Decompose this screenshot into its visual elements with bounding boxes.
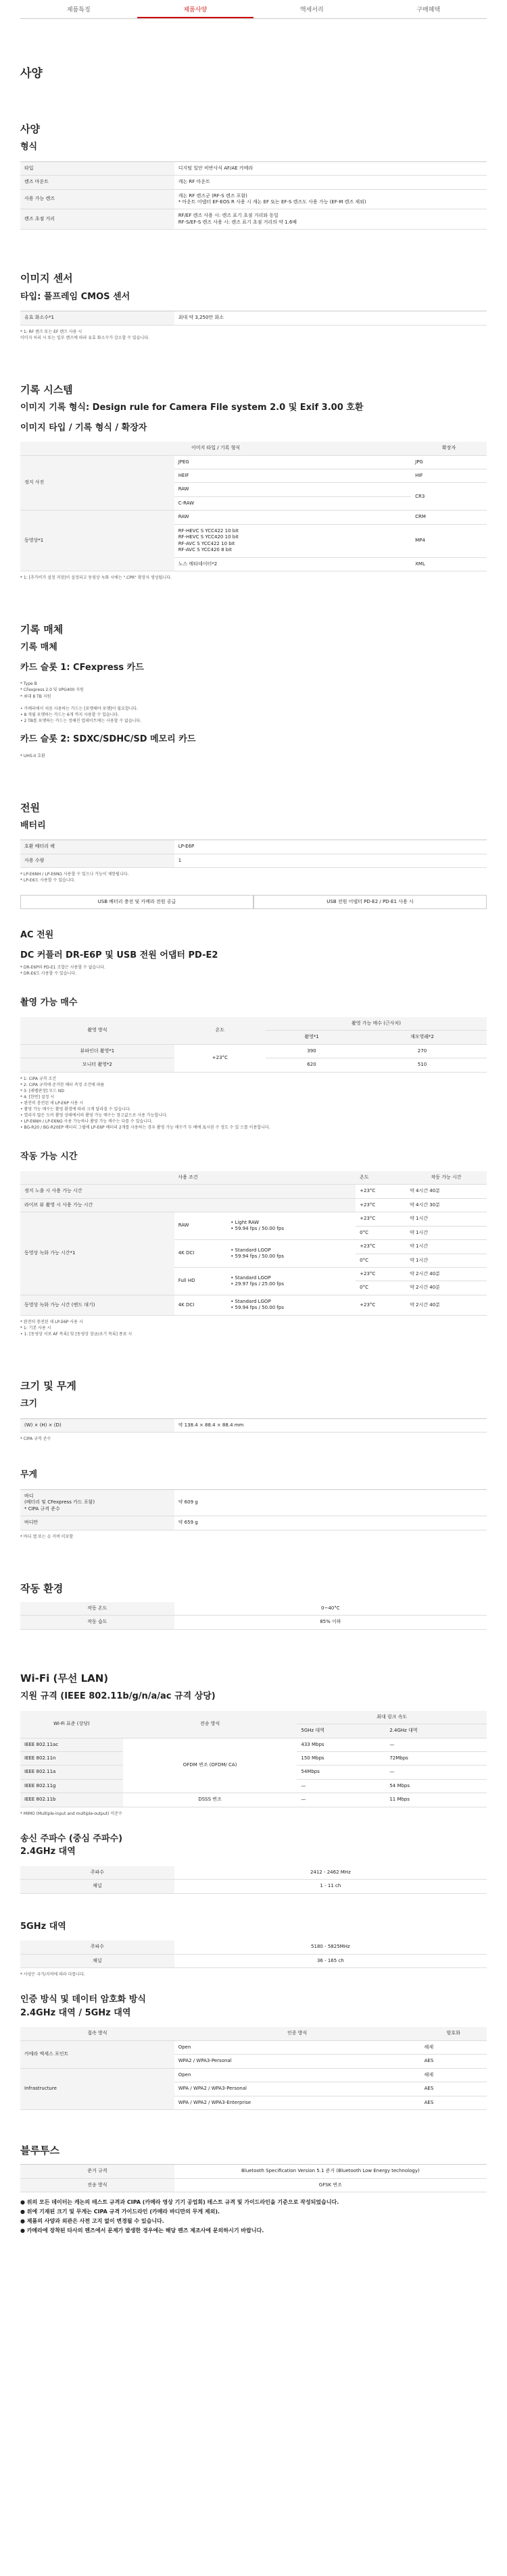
tab-features[interactable]: 제품특징 (66, 7, 91, 14)
type-title: 형식 (20, 142, 38, 153)
battery-notes (20, 872, 487, 883)
note-line: * 4: [한번] 설정 시 (20, 1094, 55, 1100)
enc-cell: 해제 (420, 2068, 487, 2082)
shots-table (20, 1017, 487, 1073)
note-line: * 최대 8 TB 지원 (20, 694, 51, 699)
speed-cell: 150 Mbps (297, 1751, 385, 1765)
optime-notes (20, 1320, 487, 1337)
row-value: 5180 - 5825MHz (174, 1940, 487, 1954)
row-value: 약 138.4 × 88.4 × 88.4 mm (174, 1419, 487, 1433)
shots-title: 촬영 가능 매수 (20, 998, 78, 1008)
speed-cell: 433 Mbps (297, 1738, 385, 1751)
wifi-subtitle: 지원 규격 (IEEE 802.11b/g/n/a/ac 규격 상당) (20, 1691, 216, 1702)
row-label: 라이브 뷰 촬영 시 사용 가능 시간 (20, 1198, 356, 1212)
wifi-notes (20, 1811, 487, 1817)
auth-cell: WPA / WPA2 / WPA3-Personal (174, 2082, 420, 2096)
row-label: 렌즈 마운트 (20, 176, 174, 189)
row-label: Infrastructure (20, 2068, 174, 2109)
enc-cell: AES (420, 2082, 487, 2096)
optime-table (20, 1171, 487, 1316)
table-row (20, 1616, 487, 1629)
table-row (20, 162, 487, 176)
table-row (20, 1793, 487, 1807)
battery-table (20, 840, 487, 868)
table-row (20, 1044, 487, 1058)
card2-notes (20, 754, 487, 759)
row-label: 사용 가능 렌즈 (20, 189, 174, 209)
speed-cell: 11 Mbps (385, 1793, 487, 1807)
note-line: * 1: 기본 사용 시 (20, 1325, 51, 1331)
row-label: 전송 방식 (20, 2178, 174, 2192)
row-label: 바디만 (20, 1516, 174, 1530)
table-row (20, 209, 487, 230)
card2-title: 카드 슬롯 2: SDXC/SDHC/SD 메모리 카드 (20, 734, 196, 745)
table-row (20, 1212, 487, 1226)
ext-cell: JPG (411, 455, 487, 469)
media-title: 기록 매체 (20, 623, 64, 636)
footnotes (20, 2199, 487, 2234)
auth-subtitle: 2.4GHz 대역 / 5GHz 대역 (20, 2007, 131, 2018)
row-value: 약 609 g (174, 1490, 487, 1516)
note-line: * CFexpress 2.0 및 VPG400 지원 (20, 688, 84, 693)
table-row (20, 1295, 487, 1315)
format-cell: RAW (174, 483, 411, 496)
temp-cell: +23°C (356, 1268, 406, 1281)
note-line: • 카메라에서 처음 사용하는 카드는 [포맷해야 포맷]이 필요합니다. (20, 706, 139, 711)
enc-cell: 해제 (420, 2040, 487, 2054)
bt-table (20, 2165, 487, 2192)
tab-accessories[interactable]: 액세서리 (299, 7, 324, 14)
time-cell: 약 2시간 40분 (406, 1281, 487, 1295)
header-cell: 재모영래*2 (358, 1031, 487, 1044)
format-cell: 노스 메타데이터*2 (174, 557, 411, 571)
weight-title: 무게 (20, 1470, 38, 1480)
temp-cell: +23°C (356, 1295, 406, 1315)
header-cell: 촬영 방식 (20, 1017, 174, 1044)
format-desc: • Standard LGOP • 59.94 fps / 50.00 fps (226, 1240, 356, 1268)
time-cell: 약 4시간 40분 (406, 1185, 487, 1198)
recording-notes (20, 575, 487, 581)
temp-cell: 0°C (356, 1254, 406, 1267)
size-title: 크기 및 무게 (20, 1380, 76, 1393)
row-label: 렌즈 초점 거리 (20, 209, 174, 230)
row-label: 동영상 녹화 가능 시간*1 (20, 1212, 174, 1295)
header-cell: 확장자 (411, 442, 487, 455)
temp-cell: +23°C (356, 1185, 406, 1198)
sensor-subtitle: 타입: 풀프레임 CMOS 센서 (20, 291, 130, 302)
header-cell: 온도 (356, 1171, 406, 1185)
auth-cell: Open (174, 2068, 420, 2082)
modulation-cell: OFDM 변조 (OFDM/ CA) (123, 1738, 297, 1793)
row-label: IEEE 802.11a (20, 1766, 123, 1779)
recording-table (20, 442, 487, 571)
table-row (20, 1419, 487, 1433)
table-row (20, 1198, 487, 1212)
ac-notes (20, 965, 487, 977)
table-row (20, 455, 487, 469)
battery-title: 배터리 (20, 820, 46, 831)
speed-cell: 72Mbps (385, 1751, 487, 1765)
row-value: 최대 약 3,250만 화소 (174, 311, 487, 325)
note-line: * MIMO (Multiple-input and multiple-output) 미준수 (20, 1811, 122, 1816)
row-value: 2412 - 2462 MHz (174, 1866, 487, 1880)
note-line: * 사양은 국가/지역에 따라 다릅니다. (20, 1972, 85, 1978)
recording-subtitle: 이미지 기록 형식: Design rule for Camera File system 2.0 및 Exif 3.00 호환 (20, 403, 364, 413)
header-cell: 전송 방식 (123, 1711, 297, 1738)
card1-notes (20, 681, 487, 724)
weight-table (20, 1490, 487, 1530)
time-cell: 약 1시간 (406, 1254, 487, 1267)
note-line: ● 카메라에 장착된 타사의 렌즈에서 문제가 발생한 경우에는 해당 렌즈 제조사에 문의하시기 바랍니다. (20, 2227, 264, 2234)
ext-cell: XML (411, 557, 487, 571)
note-line: ● 위에 기재된 크기 및 무게는 CIPA 규격 가이드라인 (카메라 바디만의 무게 제외). (20, 2208, 220, 2215)
note-line: * 완전히 충전된 새 LP-E6P 사용 시 (20, 1319, 83, 1324)
note-line: ● 위의 모든 데이터는 캐논의 테스트 규격과 CIPA (카메라 영상 기기 공업회) 테스트 규격 및 가이드라인을 기준으로 작성되었습니다. (20, 2199, 339, 2206)
note-line: • 완전히 충전된 새 LP-E6P 사용 시 (20, 1100, 84, 1106)
page-title: 사양 (20, 67, 43, 80)
header-cell: 최대 링크 속도 (297, 1711, 487, 1724)
tab-specs[interactable]: 제품사양 (137, 0, 254, 18)
header-cell: 접속 방식 (20, 2027, 174, 2040)
note-line: • 촬영 가능 매수는 촬영 환경에 따라 크게 달라질 수 있습니다. (20, 1107, 131, 1112)
table-row (20, 1866, 487, 1880)
auth-cell: Open (174, 2040, 420, 2054)
ext-cell: MP4 (411, 524, 487, 557)
temp-cell: +23°C (356, 1240, 406, 1254)
table-header (20, 1171, 487, 1185)
band5-notes (20, 1972, 487, 1978)
format-label: RAW (174, 1212, 227, 1240)
note-line: * DR-E6도 사용할 수 있습니다. (20, 971, 77, 977)
note-line: * 바디 캡 또는 슈 커버 미포함 (20, 1534, 74, 1539)
value-cell: 390 (266, 1044, 358, 1058)
row-label: IEEE 802.11b (20, 1793, 123, 1807)
header-cell: 촬영 가능 매수 (근사치) (266, 1017, 487, 1031)
ext-cell: HIF (411, 469, 487, 483)
row-label: 주파수 (20, 1866, 174, 1880)
row-label: IEEE 802.11ac (20, 1738, 123, 1751)
format-desc: • Standard LGOP • 29.97 fps / 25.00 fps (226, 1268, 356, 1295)
table-header (20, 2027, 487, 2040)
value-cell: 510 (358, 1058, 487, 1072)
speed-cell: — (385, 1766, 487, 1779)
speed-cell: — (297, 1793, 385, 1807)
sensor-table (20, 311, 487, 325)
row-label: 사용 수량 (20, 854, 174, 867)
sensor-notes (20, 330, 487, 341)
table-header (20, 1017, 487, 1031)
row-value: GFSK 변조 (174, 2178, 487, 2192)
recording-title: 기록 시스템 (20, 383, 73, 396)
auth-cell: WPA / WPA2 / WPA3-Enterprise (174, 2096, 420, 2109)
temp-cell: 0°C (356, 1281, 406, 1295)
note-line: * 2: CIPA 규격에 준거한 배터 측정 조건에 따름 (20, 1082, 105, 1087)
row-label: 카메라 액세스 포인트 (20, 2040, 174, 2068)
band5-title: 5GHz 대역 (20, 1921, 66, 1932)
value-cell: 620 (266, 1058, 358, 1072)
time-cell: 약 2시간 40분 (406, 1295, 487, 1315)
weight-notes (20, 1535, 487, 1540)
row-value: RF/EF 렌즈 사용 시: 렌즈 표기 초점 거리와 동일 RF-S/EF-S 렌즈 사용 시: 렌즈 표기 초점 거리의 약 1.6배 (174, 209, 487, 230)
row-label: (W) × (H) × (D) (20, 1419, 174, 1433)
header-cell: 2.4GHz 대역 (385, 1724, 487, 1738)
usb-box-1: USB 배터리 충전 및 카메라 전원 공급 (20, 895, 254, 909)
note-line: 이미지 처리 시 또는 일부 렌즈에 따라 유효 화소수가 감소할 수 있습니다. (20, 335, 149, 340)
recording-subtitle2: 이미지 타입 / 기록 형식 / 확장자 (20, 422, 147, 433)
auth-title: 인증 방식 및 데이터 암호화 방식 (20, 1994, 146, 2005)
note-line: • 2 TB를 포맷하는 카드는 정해진 업데이트에는 사용할 수 없습니다. (20, 718, 142, 723)
note-line: • 8 개월 포맷하는 카드는 6개 까지 사용할 수 있습니다. (20, 712, 120, 717)
dimension-table (20, 1419, 487, 1433)
row-label: 동영상 녹화 가능 시간 (엔드 대기) (20, 1295, 174, 1315)
header-cell: 암호화 (420, 2027, 487, 2040)
note-line: * LP-E6NH / LP-E6NG 사용할 수 있으나 가능이 제한됩니다. (20, 872, 129, 877)
format-cell: JPEG (174, 455, 411, 469)
row-value: 36 - 165 ch (174, 1954, 487, 1967)
auth-cell: WPA2 / WPA3-Personal (174, 2055, 420, 2068)
table-header (20, 442, 487, 455)
table-row (20, 189, 487, 209)
row-label: 준거 규격 (20, 2165, 174, 2178)
row-value: 캐논 RF 마운트 (174, 176, 487, 189)
card1-title: 카드 슬롯 1: CFexpress 카드 (20, 662, 144, 673)
time-cell: 약 1시간 (406, 1226, 487, 1239)
header-cell: 5GHz 대역 (297, 1724, 385, 1738)
note-line: • BG-R20 / BG-R20EP 배터리 그립에 LP-E6P 배터리 2개를 사용하는 경우 촬영 가능 매수가 두 배에 표시된 수 정도 수 있 으를 이용합니다. (20, 1125, 270, 1131)
note-line: • LP-E6NH / LP-E6NG 사용 가능하나 촬영 가능 매수는 다를 수 있습니다. (20, 1119, 153, 1125)
table-row (20, 1738, 487, 1751)
table-row (20, 1880, 487, 1893)
usb-box-2: USB 전원 어댑터 PD-E2 / PD-E1 사용 시 (254, 895, 487, 909)
table-header (20, 1711, 487, 1724)
note-line: * UHS-II 호환 (20, 753, 45, 758)
table-row (20, 1185, 487, 1198)
table-row (20, 2068, 487, 2082)
table-row (20, 1490, 487, 1516)
row-label: IEEE 802.11n (20, 1751, 123, 1765)
note-line: * Type B (20, 681, 37, 687)
row-value: Bluetooth Specification Version 5.1 준거 (Bluetooth Low Energy technology) (174, 2165, 487, 2178)
ac-title: AC 전원 (20, 929, 54, 940)
speed-cell: — (297, 1779, 385, 1793)
modulation-cell: DSSS 변조 (123, 1793, 297, 1807)
note-line: * 1: [추가비가 설정 저장]이 설정되고 동영상 녹화 시에는 ".CPR" 확장자 생성됩니다. (20, 575, 172, 580)
row-value: 디지털 일안 비반사식 AF/AE 카메라 (174, 162, 487, 176)
speed-cell: 54Mbps (297, 1766, 385, 1779)
time-cell: 약 4시간 30분 (406, 1198, 487, 1212)
power-title: 전원 (20, 801, 40, 814)
tab-benefits[interactable]: 구매혜택 (416, 7, 441, 14)
row-label: 채널 (20, 1880, 174, 1893)
row-label: 작동 온도 (20, 1602, 174, 1616)
table-row (20, 840, 487, 854)
ext-cell: CRM (411, 511, 487, 524)
spec-section-title: 사양 (20, 122, 40, 135)
header-cell: 인증 방식 (174, 2027, 420, 2040)
header-cell: Wi-Fi 표준 (상당) (20, 1711, 123, 1738)
bt-title: 블루투스 (20, 2144, 59, 2157)
speed-cell: 54 Mbps (385, 1779, 487, 1793)
table-row (20, 176, 487, 189)
dimension-title: 크기 (20, 1399, 38, 1410)
header-cell: 이미지 타입 / 기록 형식 (20, 442, 411, 455)
env-title: 작동 환경 (20, 1582, 64, 1595)
note-line: * LP-E6도 사용할 수 있습니다. (20, 878, 76, 883)
tab-bar (20, 0, 487, 19)
format-cell: RF-HEVC S YCC422 10 bit RF-HEVC S YCC420 10 bit RF-AVC S YCC422 10 bit RF-AVC S YCC420 8 bit (174, 524, 411, 557)
table-row (20, 2165, 487, 2178)
header-cell: 사용 조건 (20, 1171, 356, 1185)
header-cell: 온도 (174, 1017, 266, 1044)
media-subtitle: 기록 매체 (20, 642, 57, 653)
row-label: IEEE 802.11g (20, 1779, 123, 1793)
note-line: • 열리지 않은 도어 촬영 상태에서의 촬영 가능 매수는 참고값으로 사용 가능합니다. (20, 1113, 168, 1118)
row-label: 호환 배터리 팩 (20, 840, 174, 854)
temp-cell: 0°C (356, 1226, 406, 1239)
wifi-table (20, 1711, 487, 1807)
row-label: 채널 (20, 1954, 174, 1967)
time-cell: 약 1시간 (406, 1212, 487, 1226)
table-row (20, 2178, 487, 2192)
band24-table (20, 1866, 487, 1894)
note-line (20, 700, 487, 706)
temp-cell: +23°C (356, 1198, 406, 1212)
speed-cell: — (385, 1738, 487, 1751)
format-label: 4K DCI (174, 1295, 227, 1315)
note-line: • 1: [동영상 서보 AF 목록] 및 [동영상 잠금/초기 목록] 종료 시 (20, 1331, 132, 1337)
format-label: 4K DCI (174, 1240, 227, 1268)
shots-notes (20, 1077, 487, 1131)
env-table (20, 1602, 487, 1630)
table-row (20, 1602, 487, 1616)
header-cell: 촬영*1 (266, 1031, 358, 1044)
freq-title: 송신 주파수 (중심 주파수) (20, 1833, 123, 1844)
table-row (20, 854, 487, 867)
time-cell: 약 2시간 40분 (406, 1268, 487, 1281)
row-label: 정지 사진 (20, 455, 174, 511)
format-desc: • Standard LGOP • 59.94 fps / 50.00 fps (226, 1295, 356, 1315)
row-label: 모니터 촬영*2 (20, 1058, 174, 1072)
sensor-title: 이미지 센서 (20, 272, 73, 285)
row-label: 바디 (배터리 및 CFexpress 카드 포함) * CIPA 규격 준수 (20, 1490, 174, 1516)
row-label: 뷰파인더 촬영*1 (20, 1044, 174, 1058)
band5-table (20, 1940, 487, 1968)
wifi-title: Wi-Fi (무선 LAN) (20, 1672, 109, 1684)
table-row (20, 1516, 487, 1530)
table-row (20, 311, 487, 325)
row-label: 동영상*1 (20, 511, 174, 571)
enc-cell: AES (420, 2055, 487, 2068)
auth-table (20, 2027, 487, 2110)
format-cell: HEIF (174, 469, 411, 483)
note-line: * 1: CIPA 규격 조건 (20, 1076, 56, 1081)
row-value: 캐논 RF 렌즈군 (RF-S 렌즈 포함) * 마운트 어댑터 EF-EOS R 사용 시 캐논 EF 또는 EF-S 렌즈도 사용 가능 (EF-M 렌즈 제외) (174, 189, 487, 209)
optime-title: 작동 가능 시간 (20, 1152, 78, 1162)
table-row (20, 511, 487, 524)
table-row (20, 1954, 487, 1967)
row-label: 정지 노출 시 사용 가능 시간 (20, 1185, 356, 1198)
note-line: ● 제품의 사양과 외관은 사전 고지 없이 변경될 수 있습니다. (20, 2217, 164, 2224)
band24-title: 2.4GHz 대역 (20, 1847, 76, 1857)
table-row (20, 2040, 487, 2054)
note-line: * DR-E6P와 PD-E1 조합은 사용할 수 없습니다. (20, 965, 105, 971)
row-label: 주파수 (20, 1940, 174, 1954)
format-cell: RAW (174, 511, 411, 524)
table-row (20, 1940, 487, 1954)
format-cell: C-RAW (174, 496, 411, 510)
note-line: * 3: [레벨판정] 모드 ND (20, 1088, 65, 1093)
row-label: 타입 (20, 162, 174, 176)
note-line: * CIPA 규격 준수 (20, 1437, 51, 1442)
format-desc: • Light RAW • 59.94 fps / 50.00 fps (226, 1212, 356, 1240)
usb-power-boxes (20, 895, 487, 909)
type-table (20, 162, 487, 230)
value-cell: 270 (358, 1044, 487, 1058)
temp-cell: +23°C (174, 1044, 266, 1072)
format-label: Full HD (174, 1268, 227, 1295)
row-value: 0~40°C (174, 1602, 487, 1616)
note-line: * 1: RF 렌즈 또는 EF 렌즈 사용 시 (20, 329, 82, 334)
header-cell: 작동 가능 시간 (406, 1171, 487, 1185)
row-label: 작동 습도 (20, 1616, 174, 1629)
row-value: 1 (174, 854, 487, 867)
row-value: 약 659 g (174, 1516, 487, 1530)
ac-subtitle: DC 커플러 DR-E6P 및 USB 전원 어댑터 PD-E2 (20, 950, 218, 960)
row-label: 유효 화소수*1 (20, 311, 174, 325)
row-value: 85% 이하 (174, 1616, 487, 1629)
row-value: 1 - 11 ch (174, 1880, 487, 1893)
ext-cell: CR3 (411, 483, 487, 511)
row-value: LP-E6P (174, 840, 487, 854)
time-cell: 약 1시간 (406, 1240, 487, 1254)
enc-cell: AES (420, 2096, 487, 2109)
dimension-notes (20, 1437, 487, 1442)
temp-cell: +23°C (356, 1212, 406, 1226)
